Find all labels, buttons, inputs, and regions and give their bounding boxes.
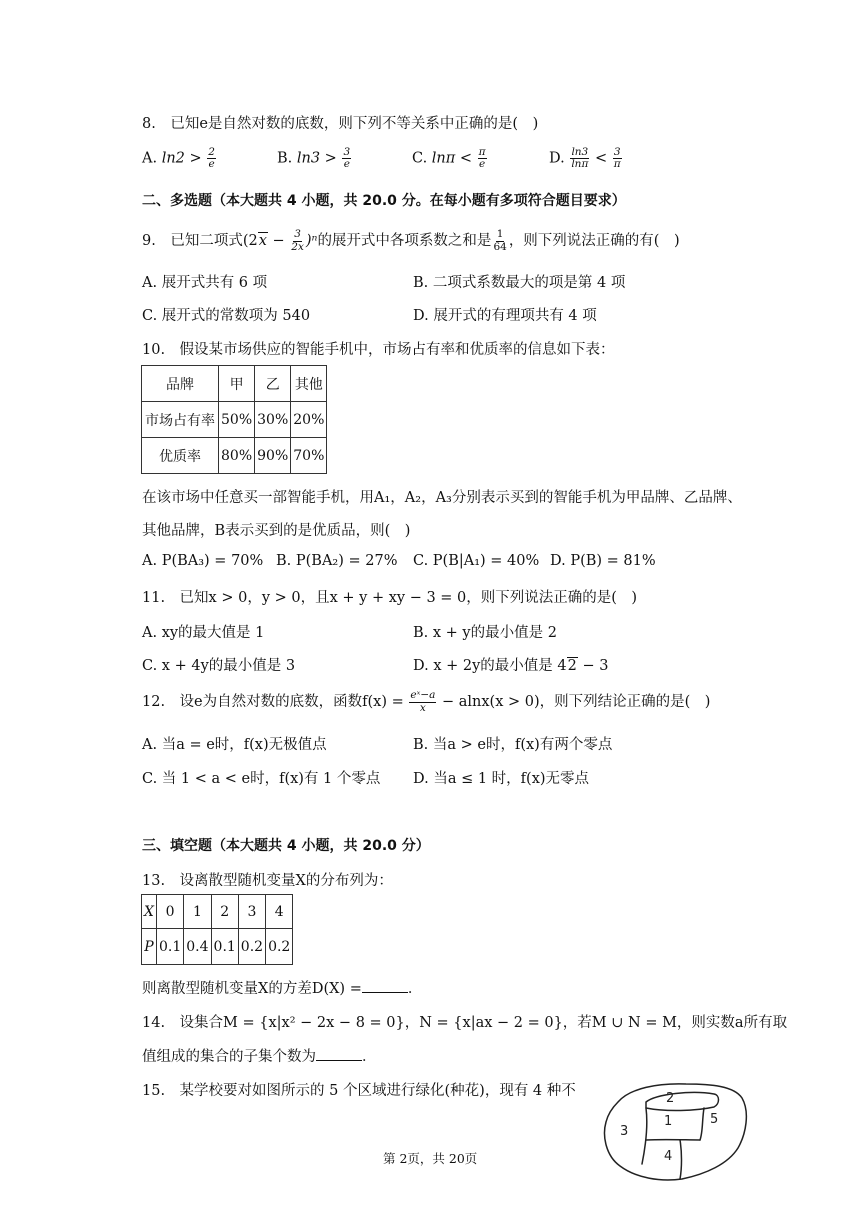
q8-option-c: C. lnπ < $\frac{\pi}{e}$ — [412, 146, 486, 171]
table-cell: 80% — [219, 438, 255, 474]
table-row — [142, 895, 293, 929]
table-cell: 3 — [238, 895, 265, 929]
q14-line2: 值组成的集合的子集个数为 ． — [142, 1049, 377, 1065]
q15-stem: 15. 某学校要对如图所示的 5 个区域进行绿化(种花)，现有 4 种不 — [142, 1083, 576, 1099]
table-cell: 0.1 — [211, 929, 238, 965]
q10-option-a: A. P(BA₃) = 70% — [142, 553, 264, 569]
q10-market-table — [141, 365, 327, 474]
table-header: 乙 — [255, 366, 291, 402]
table-cell: P — [142, 929, 157, 965]
q8-stem: 8. 已知e是自然对数的底数，则下列不等关系中正确的是( ) — [142, 116, 539, 132]
table-header: 甲 — [219, 366, 255, 402]
table-cell: 90% — [255, 438, 291, 474]
table-header: 品牌 — [142, 366, 219, 402]
q10-option-d: D. P(B) = 81% — [550, 553, 656, 569]
table-cell: 70% — [291, 438, 327, 474]
table-cell: 0.4 — [184, 929, 211, 965]
q9-option-c: C. 展开式的常数项为 540 — [142, 308, 311, 324]
table-cell: 0 — [157, 895, 184, 929]
q12-stem: 12. 设e为自然对数的底数，函数f(x) = $\frac{\text{eˣ−a}}{x}$ − alnx(x > 0)，则下列结论正确的是( ) — [142, 689, 711, 714]
table-cell: 2 — [211, 895, 238, 929]
q11-option-a: A. xy的最大值是 1 — [142, 625, 265, 641]
q13-distribution-table — [141, 894, 293, 965]
q11-option-d: D. x + 2y的最小值是 42 − 3 — [413, 658, 609, 674]
table-cell: 1 — [184, 895, 211, 929]
q10-option-b: B. P(BA₂) = 27% — [276, 553, 398, 569]
answer-blank[interactable] — [362, 980, 408, 993]
region-3-boundary — [642, 1108, 647, 1164]
region-2-boundary — [646, 1092, 719, 1110]
q10-option-c: C. P(B|A₁) = 40% — [413, 553, 540, 569]
table-cell: 0.2 — [266, 929, 293, 965]
q10-text-line1: 在该市场中任意买一部智能手机，用A₁，A₂，A₃分别表示买到的智能手机为甲品牌、乙品牌、 — [142, 490, 742, 506]
q11-option-b: B. x + y的最小值是 2 — [413, 625, 557, 641]
q12-option-a: A. 当a = e时，f(x)无极值点 — [142, 737, 327, 753]
table-row — [142, 438, 327, 474]
region-4-boundary — [680, 1140, 682, 1179]
table-cell: 30% — [255, 402, 291, 438]
table-row — [142, 366, 327, 402]
q11-option-c: C. x + 4y的最小值是 3 — [142, 658, 296, 674]
table-cell: 20% — [291, 402, 327, 438]
q9-stem: 9. 已知二项式(2x − $\frac{3}{2x}$ )ⁿ的展开式中各项系数之和是 $\frac{1}{64}$ ，则下列说法正确的有( ) — [142, 228, 680, 253]
table-cell: 市场占有率 — [142, 402, 219, 438]
q11-stem: 11. 已知x > 0，y > 0，且x + y + xy − 3 = 0，则下列说法正确的是( ) — [142, 590, 638, 606]
q9-option-d: D. 展开式的有理项共有 4 项 — [413, 308, 597, 324]
section-heading-multiple-choice: 二、多选题（本大题共 4 小题，共 20.0 分。在每小题有多项符合题目要求） — [142, 193, 626, 209]
region-label-5: 5 — [710, 1112, 719, 1127]
q12-option-c: C. 当 1 < a < e时，f(x)有 1 个零点 — [142, 771, 381, 787]
table-cell: 优质率 — [142, 438, 219, 474]
q13-stem: 13. 设离散型随机变量X的分布列为： — [142, 873, 393, 889]
table-row — [142, 929, 293, 965]
table-cell: 0.2 — [238, 929, 265, 965]
q8-option-b: B. ln3 > $\frac{3}{e}$ — [277, 146, 351, 171]
q10-stem: 10. 假设某市场供应的智能手机中，市场占有率和优质率的信息如下表： — [142, 342, 615, 358]
table-cell: 50% — [219, 402, 255, 438]
answer-blank[interactable] — [316, 1048, 362, 1061]
table-cell: 4 — [266, 895, 293, 929]
table-row — [142, 402, 327, 438]
page-footer: 第 2页，共 20页 — [383, 1151, 478, 1166]
q12-option-d: D. 当a ≤ 1 时，f(x)无零点 — [413, 771, 590, 787]
q12-option-b: B. 当a > e时，f(x)有两个零点 — [413, 737, 613, 753]
table-header: 其他 — [291, 366, 327, 402]
region-label-4: 4 — [664, 1149, 673, 1164]
q10-text-line2: 其他品牌，B表示买到的是优质品，则( ) — [142, 523, 411, 539]
region-map-figure — [596, 1078, 754, 1184]
q14-line1: 14. 设集合M = {x|x² − 2x − 8 = 0}，N = {x|ax − 2 = 0}，若M ∪ N = M，则实数a所有取 — [142, 1015, 788, 1031]
q13-question: 则离散型随机变量X的方差D(X) = ． — [142, 981, 423, 997]
table-cell: 0.1 — [157, 929, 184, 965]
q9-option-a: A. 展开式共有 6 项 — [142, 275, 268, 291]
table-cell: X — [142, 895, 157, 929]
region-label-3: 3 — [620, 1124, 629, 1139]
region-label-1: 1 — [664, 1114, 673, 1129]
section-heading-fill-in: 三、填空题（本大题共 4 小题，共 20.0 分） — [142, 838, 430, 854]
region-label-2: 2 — [666, 1091, 675, 1106]
region-5-boundary — [700, 1108, 704, 1140]
q9-option-b: B. 二项式系数最大的项是第 4 项 — [413, 275, 626, 291]
q8-option-a: A. ln2 > $\frac{2}{e}$ — [142, 146, 215, 171]
q8-option-d: D. $\frac{\ln 3}{\ln\pi}$ < $\frac{3}{\pi}$ — [549, 146, 621, 171]
